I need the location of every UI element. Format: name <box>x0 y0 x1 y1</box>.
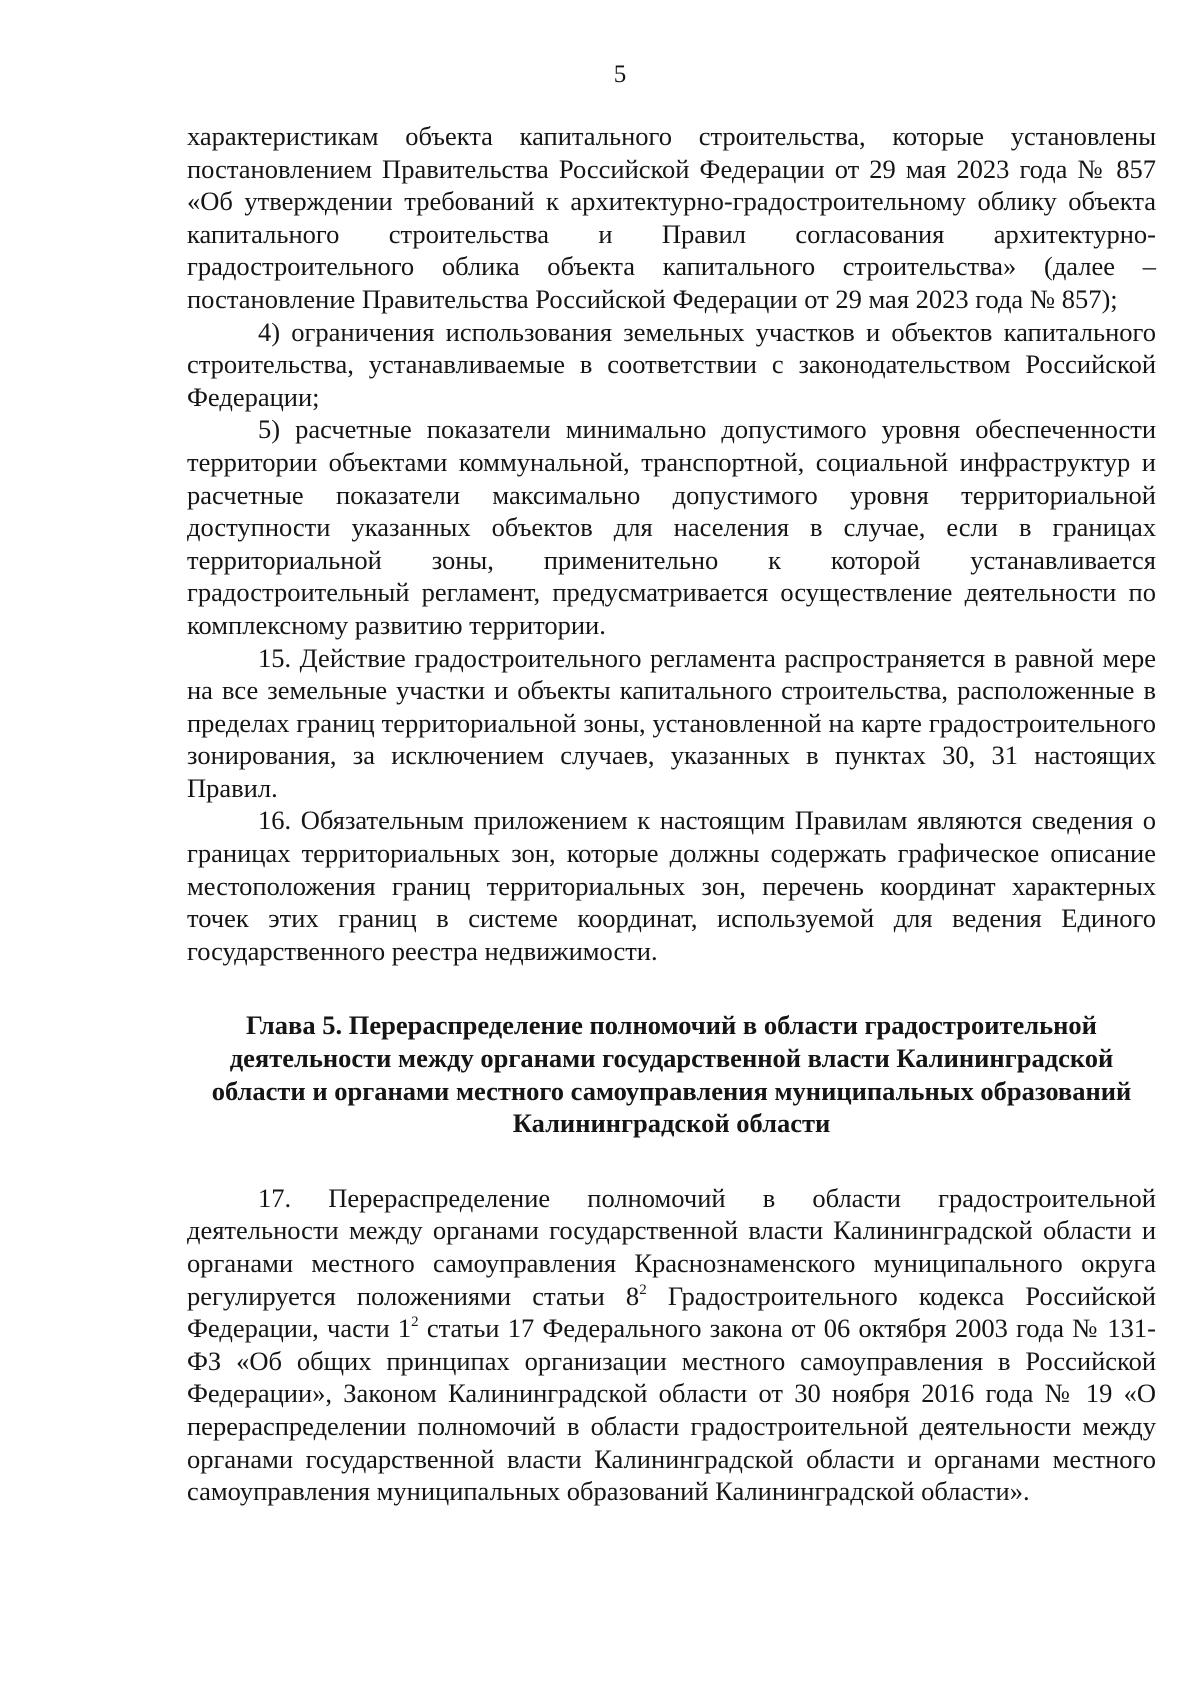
paragraph-15: 15. Действие градостроительного регламента распространяется в равной мере на все земельные участки и объекты капитального строительства, расположенные в пределах границ территориальной зоны, установленной на карте градостроительного зонирования, за исключением случаев, указанных в пунктах 30, 31 настоящих Правил. <box>187 642 1156 803</box>
superscript: 2 <box>411 1314 419 1331</box>
superscript: 2 <box>639 1281 647 1298</box>
paragraph-item-4: 4) ограничения использования земельных участков и объектов капитального строительства, устанавливаемые в соответствии с законодательством Российской Федерации; <box>187 316 1156 412</box>
paragraph-17-part2: Градостроительного кодекса Российской Федерации, части 1 <box>187 1280 1156 1344</box>
paragraph-17 <box>187 1182 1156 1508</box>
paragraph-17-part3: статьи 17 Федерального закона от 06 октября 2003 года № 131-ФЗ «Об общих принципах организации местного самоуправления в Российской Федерации», Законом Калининградской области от 30 ноября 2016 года № 19 «О перераспределении полномочий в области градостроительной деятельности между органами государственной власти Калининградской области и органами местного самоуправления муниципальных образований Калининградской области». <box>187 1313 1156 1507</box>
paragraph-continuation: характеристикам объекта капитального строительства, которые установлены постановлением Правительства Российской Федерации от 29 мая 2023 года № 857 «Об утверждении требований к архитектурно-градостроительному облику объекта капитального строительства и Правил согласования архитектурно-градостроительного облика объекта капитального строительства» (далее – постановление Правительства Российской Федерации от 29 мая 2023 года № 857); <box>187 121 1156 314</box>
chapter-heading: Глава 5. Перераспределение полномочий в области градостроительной деятельности между органами государственной власти Калининградской области и органами местного самоуправления муниципальных образований Калининградской области <box>211 1010 1132 1139</box>
paragraph-17-part1: 17. Перераспределение полномочий в области градостроительной деятельности между органами государственной власти Калининградской области и органами местного самоуправления Краснознаменского муниципального округа регулируется положениями статьи 8 <box>187 1182 1156 1311</box>
document-body <box>187 120 1156 1508</box>
paragraph-16: 16. Обязательным приложением к настоящим Правилам являются сведения о границах территориальных зон, которые должны содержать графическое описание местоположения границ территориальных зон, перечень координат характерных точек этих границ в системе координат, используемой для ведения Единого государственного реестра недвижимости. <box>187 805 1156 966</box>
paragraph-item-5: 5) расчетные показатели минимально допустимого уровня обеспеченности территории объектами коммунальной, транспортной, социальной инфраструктур и расчетные показатели максимально допустимого уровня территориальной доступности указанных объектов для населения в случае, если в границах территориальной зоны, применительно к которой устанавливается градостроительный регламент, предусматривается осуществление деятельности по комплексному развитию территории. <box>187 414 1156 640</box>
page-number: 5 <box>613 61 627 88</box>
